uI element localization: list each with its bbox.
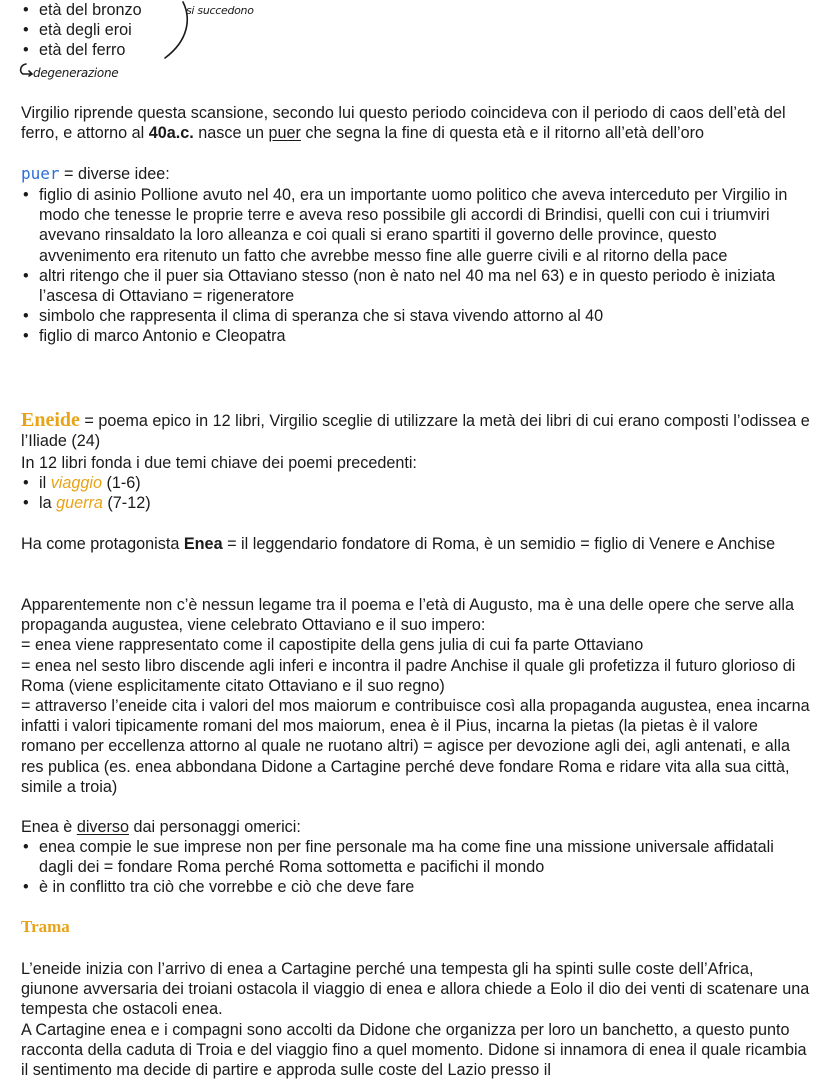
protagonista-paragraph [21, 534, 791, 554]
viaggio-highlight: viaggio [50, 474, 103, 492]
list-item: • enea compie le sue imprese non per fine personale ma ha come fine una missione universale affidatali dagli dei = fondare Roma perché Roma sottometta e pacifichi il mondo [21, 837, 811, 877]
text-run: = diverse idee: [59, 165, 170, 183]
trama-paragraph: A Cartagine enea e i compagni sono accolti da Didone che organizza per loro un banchetto, a questo punto racconta della caduta di Troia e del viaggio fino a quel momento. Didone si innamora di enea il quale ricambia il sentimento ma decide di partire e approda sulle coste del Lazio presso il [21, 1020, 807, 1080]
puer-handwritten-label: puer [21, 164, 60, 183]
list-item [21, 473, 151, 493]
puer-heading [21, 164, 170, 184]
propaganda-point: = enea nel sesto libro discende agli inferi e incontra il padre Anchise il quale gli profetizza il futuro glorioso di Roma (viene esplicitamente citato Ottaviano e il suo regno) [21, 656, 796, 695]
list-item: • età del ferro [21, 40, 191, 60]
diverso-underlined: diverso [76, 818, 129, 836]
propaganda-block [21, 595, 811, 797]
text-run: Enea è [21, 818, 77, 836]
list-item: • altri ritengo che il puer sia Ottaviano stesso (non è nato nel 40 ma nel 63) e in questo periodo è iniziata l’ascesa di Ottaviano = rigeneratore [21, 266, 801, 306]
text-run: (1-6) [102, 474, 141, 492]
list-item: • figlio di marco Antonio e Cleopatra [21, 326, 801, 346]
list-item: • simbolo che rappresenta il clima di speranza che si stava vivendo attorno al 40 [21, 306, 801, 326]
propaganda-intro: Apparentemente non c’è nessun legame tra il poema e l’età di Augusto, ma è una delle opere che serve alla propaganda augustea, viene celebrato Ottaviano e il suo impero: [21, 596, 794, 635]
list-item: • figlio di asinio Pollione avuto nel 40, era un importante uomo politico che aveva interceduto per Virgilio in modo che tenesse le proprie terre e aveva reso possibile gli accordi di Brindisi, quelli con cui i triumviri avevano rinsaldato la loro alleanza e coi quali si erano spartiti il governo delle province, questo avvenimento era ritenuto un fatto che avrebbe messo fine alle guerre civili e al ritorno della pace [21, 185, 801, 266]
guerra-highlight: guerra [56, 494, 103, 513]
trama-paragraph: L’eneide inizia con l’arrivo di enea a Cartagine perché una tempesta gli ha spinti sulle coste dell’Africa, giunone avversaria dei troiani ostacola il viaggio di enea e allora chiede a Eolo il dio dei venti di scatenare una tempesta che ostacoli enea. [21, 960, 810, 1019]
text-run: (7-12) [102, 494, 151, 513]
paragraph-virgilio [21, 103, 811, 143]
trama-title: Trama [21, 917, 70, 936]
list-item [21, 493, 151, 513]
note-degenerazione: degenerazione [33, 66, 119, 80]
year-bold: 40a.c. [148, 124, 194, 143]
text-run: nasce un [193, 124, 269, 143]
diverso-list [21, 837, 811, 898]
text-run: = poema epico in 12 libri, Virgilio sceglie di utilizzare la metà dei libri di cui erano composti l’odissea e l’Iliade (24) [21, 412, 810, 451]
note-succedono: si succedono [186, 4, 254, 17]
propaganda-point: = enea viene rappresentato come il capostipite della gens julia di cui fa parte Ottaviano [21, 636, 644, 655]
propaganda-point: = attraverso l’eneide cita i valori del mos maiorum e contribuisce così alla propaganda augustea, enea incarna infatti i valori tipicamente romani del mos maiorum, enea è il Pius, incarna la pietas (la pietas è il valore romano per eccellenza attorno al quale ne ruotano altri) = agisce per devozione agli dei, agli antenati, e alla res publica (es. enea abbondana Didone a Cartagine perché deve fondare Roma e ridare vita alla sua città, simile a troia) [21, 697, 810, 796]
eneide-title: Eneide [21, 409, 80, 431]
eneide-line2: In 12 libri fonda i due temi chiave dei poemi precedenti: [21, 454, 417, 472]
text-run: dai personaggi omerici: [129, 818, 301, 836]
text-run: che segna la fine di questa età e il ritorno all’età dell’oro [300, 124, 705, 143]
enea-bold: Enea [183, 535, 223, 553]
eneide-intro [21, 410, 811, 451]
trama-block [21, 959, 811, 1080]
text-run: = il leggendario fondatore di Roma, è un semidio = figlio di Venere e Anchise [222, 535, 776, 553]
list-item: • è in conflitto tra ciò che vorrebbe e ciò che deve fare [21, 877, 811, 897]
puer-underlined: puer [268, 124, 301, 143]
puer-ideas-list [21, 185, 801, 347]
text-run: la [39, 494, 57, 513]
list-item: • età degli eroi [21, 20, 191, 40]
list-item: • età del bronzo [21, 0, 191, 20]
text-run: Ha come protagonista [21, 535, 184, 553]
diverso-heading [21, 817, 301, 837]
text-run: il [39, 474, 51, 492]
text-run: Virgilio riprende questa scansione, secondo lui questo periodo coincideva con il periodo di caos dell’età del ferro, e attorno al [21, 104, 786, 143]
themes-list [21, 473, 151, 513]
